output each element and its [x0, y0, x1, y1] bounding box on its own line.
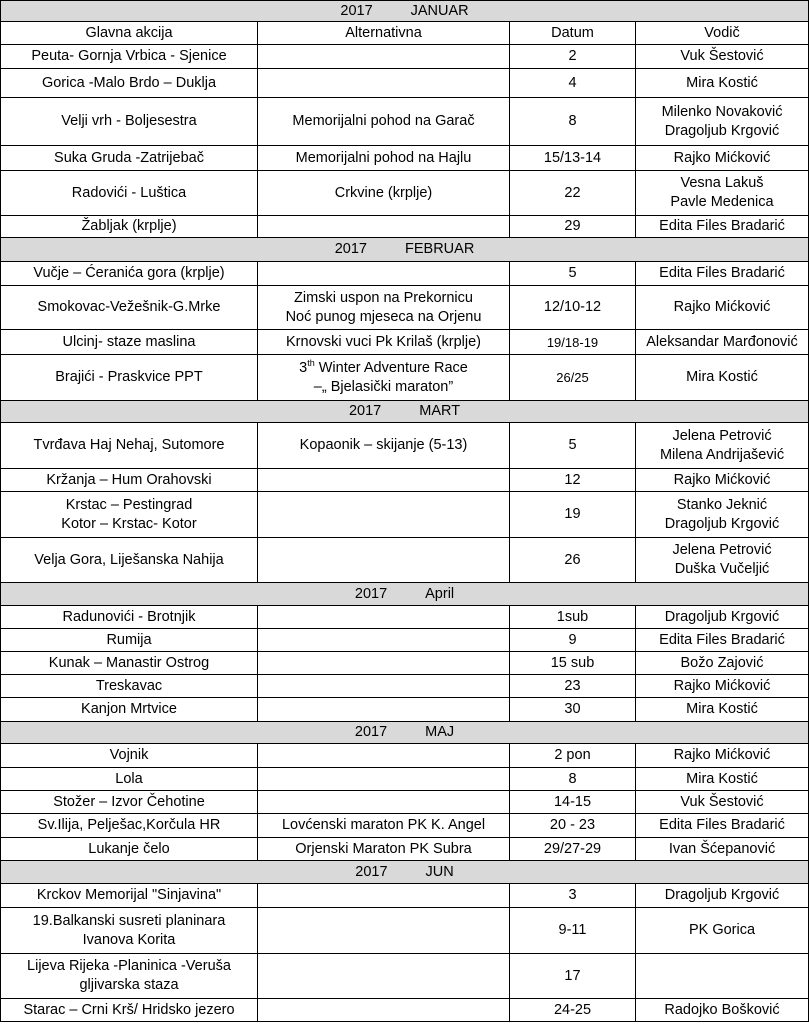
date: 9-11	[510, 908, 636, 954]
main-action: Vojnik	[1, 744, 258, 768]
table-row	[1, 146, 809, 171]
date: 29	[510, 216, 636, 238]
alt-line-2: –„ Bjelasički maraton”	[313, 378, 454, 395]
main-action: Stožer – Izvor Čehotine	[1, 791, 258, 814]
main-action: Žabljak (krplje)	[1, 216, 258, 238]
guide: Vuk Šestović	[636, 45, 809, 69]
main-action: Rumija	[1, 629, 258, 652]
main-action: Radunovići - Brotnjik	[1, 606, 258, 629]
date: 26/25	[510, 355, 636, 401]
main-action: Radovići - Luštica	[1, 171, 258, 216]
column-header-row	[1, 22, 809, 45]
main-line-2: Kotor – Krstac- Kotor	[61, 515, 197, 532]
guide-line-2: Milena Andrijašević	[659, 446, 785, 463]
guide	[636, 954, 809, 999]
date: 24-25	[510, 999, 636, 1022]
alt-action	[258, 538, 510, 583]
guide: Aleksandar Marđonović	[636, 330, 809, 355]
guide	[636, 171, 809, 216]
date: 12/10-12	[510, 286, 636, 330]
alt-action: Memorijalni pohod na Hajlu	[258, 146, 510, 171]
table-row	[1, 45, 809, 69]
guide-line-2: Pavle Medenica	[670, 194, 774, 210]
guide: Edita Files Bradarić	[636, 814, 809, 838]
guide: Radojko Bošković	[636, 999, 809, 1022]
col-header-guide: Vodič	[636, 22, 809, 45]
date: 23	[510, 675, 636, 698]
guide-line-1: Jelena Petrović	[672, 427, 772, 444]
guide: Mira Kostić	[636, 768, 809, 791]
table-row	[1, 814, 809, 838]
main-line-2: gljivarska staza	[79, 977, 179, 993]
table-row	[1, 652, 809, 675]
alt-action	[258, 791, 510, 814]
main-action: Sv.Ilija, Pelješac,Korčula HR	[1, 814, 258, 838]
date: 12	[510, 469, 636, 492]
month-header-row	[1, 1, 809, 22]
alt-action	[258, 469, 510, 492]
alt-action	[258, 262, 510, 286]
table-row	[1, 330, 809, 355]
guide-line-1: Milenko Novaković	[661, 103, 783, 120]
table-row	[1, 69, 809, 98]
main-action: Ulcinj- staze maslina	[1, 330, 258, 355]
table-row	[1, 908, 809, 954]
date: 19	[510, 492, 636, 538]
table-row	[1, 216, 809, 238]
guide: Mira Kostić	[636, 355, 809, 401]
guide-line-1: Stanko Jeknić	[676, 496, 768, 513]
month-header-row	[1, 861, 809, 884]
main-action: Smokovac-Vežešnik-G.Mrke	[1, 286, 258, 330]
main-action: Velja Gora, Liješanska Nahija	[1, 538, 258, 583]
date: 29/27-29	[510, 838, 636, 861]
main-action: Krckov Memorijal "Sinjavina"	[1, 884, 258, 908]
month-header-row	[1, 238, 809, 262]
alt-action: Memorijalni pohod na Garač	[258, 98, 510, 146]
table-row	[1, 423, 809, 469]
main-line-2: Ivanova Korita	[82, 931, 176, 948]
table-row	[1, 884, 809, 908]
guide: Edita Files Bradarić	[636, 216, 809, 238]
alt-action	[258, 629, 510, 652]
alt-action	[258, 69, 510, 98]
main-action: Tvrđava Haj Nehaj, Sutomore	[1, 423, 258, 469]
alt-action: Lovćenski maraton PK K. Angel	[258, 814, 510, 838]
guide: Rajko Mićković	[636, 469, 809, 492]
guide	[636, 423, 809, 469]
alt-action: Orjenski Maraton PK Subra	[258, 838, 510, 861]
table-row	[1, 768, 809, 791]
main-action: Kanjon Mrtvice	[1, 698, 258, 722]
guide	[636, 98, 809, 146]
alt-action	[258, 216, 510, 238]
main-action: Peuta- Gornja Vrbica - Sjenice	[1, 45, 258, 69]
col-header-alt: Alternativna	[258, 22, 510, 45]
month-header: 2017 MART	[1, 401, 809, 423]
date: 15 sub	[510, 652, 636, 675]
date: 5	[510, 423, 636, 469]
date: 20 - 23	[510, 814, 636, 838]
month-header: 2017 April	[1, 583, 809, 606]
main-action	[1, 908, 258, 954]
alt-action: Krnovski vuci Pk Krilaš (krplje)	[258, 330, 510, 355]
table-row	[1, 492, 809, 538]
table-row	[1, 838, 809, 861]
alt-action	[258, 652, 510, 675]
guide: Mira Kostić	[636, 698, 809, 722]
table-row	[1, 954, 809, 999]
date: 4	[510, 69, 636, 98]
table-row	[1, 629, 809, 652]
alt-action	[258, 884, 510, 908]
date: 2	[510, 45, 636, 69]
date: 3	[510, 884, 636, 908]
table-row	[1, 698, 809, 722]
alt-action	[258, 606, 510, 629]
guide-line-2: Dragoljub Krgović	[664, 515, 780, 532]
col-header-date: Datum	[510, 22, 636, 45]
main-action	[1, 954, 258, 999]
table-row	[1, 606, 809, 629]
alt-action	[258, 698, 510, 722]
date: 15/13-14	[510, 146, 636, 171]
date: 22	[510, 171, 636, 216]
guide: Rajko Mićković	[636, 744, 809, 768]
month-header: 2017 JANUAR	[1, 1, 809, 22]
table-row	[1, 469, 809, 492]
guide: Rajko Mićković	[636, 146, 809, 171]
main-action: Velji vrh - Boljesestra	[1, 98, 258, 146]
date: 5	[510, 262, 636, 286]
guide-line-2: Duška Vučeljić	[674, 561, 770, 577]
main-action	[1, 492, 258, 538]
alt-action	[258, 744, 510, 768]
month-header: 2017 FEBRUAR	[1, 238, 809, 262]
main-action: Lola	[1, 768, 258, 791]
guide-line-1: Jelena Petrović	[672, 542, 772, 558]
date: 30	[510, 698, 636, 722]
main-line-1: Lijeva Rijeka -Planinica -Veruša	[27, 958, 231, 974]
month-header-row	[1, 401, 809, 423]
main-action: Lukanje čelo	[1, 838, 258, 861]
main-action: Kržanja – Hum Orahovski	[1, 469, 258, 492]
table-row	[1, 999, 809, 1022]
col-header-main: Glavna akcija	[1, 22, 258, 45]
alt-action: Kopaonik – skijanje (5-13)	[258, 423, 510, 469]
date: 8	[510, 98, 636, 146]
month-header-row	[1, 722, 809, 744]
month-header: 2017 JUN	[1, 861, 809, 884]
month-header: 2017 MAJ	[1, 722, 809, 744]
table-row	[1, 675, 809, 698]
main-line-1: 19.Balkanski susreti planinara	[32, 912, 226, 929]
main-action: Vučje – Ćeranića gora (krplje)	[1, 262, 258, 286]
guide: Edita Files Bradarić	[636, 262, 809, 286]
date: 17	[510, 954, 636, 999]
guide: Rajko Mićković	[636, 286, 809, 330]
date: 8	[510, 768, 636, 791]
alt-action	[258, 45, 510, 69]
date: 26	[510, 538, 636, 583]
guide: Vuk Šestović	[636, 791, 809, 814]
alt-action	[258, 675, 510, 698]
table-row	[1, 262, 809, 286]
alt-action: Crkvine (krplje)	[258, 171, 510, 216]
alt-line-1: 3th Winter Adventure Race	[299, 357, 468, 376]
guide-line-1: Vesna Lakuš	[680, 175, 764, 191]
table-row	[1, 744, 809, 768]
date: 2 pon	[510, 744, 636, 768]
alt-action	[258, 768, 510, 791]
alt-action	[258, 355, 510, 401]
table-row	[1, 791, 809, 814]
alt-action	[258, 286, 510, 330]
table-row	[1, 171, 809, 216]
main-action: Suka Gruda -Zatrijebač	[1, 146, 258, 171]
table-row	[1, 286, 809, 330]
alt-action	[258, 999, 510, 1022]
guide-line-2: Dragoljub Krgović	[664, 122, 780, 139]
date: 1sub	[510, 606, 636, 629]
guide: Mira Kostić	[636, 69, 809, 98]
guide: Rajko Mićković	[636, 675, 809, 698]
guide	[636, 492, 809, 538]
main-action: Starac – Crni Krš/ Hridsko jezero	[1, 999, 258, 1022]
guide: Dragoljub Krgović	[636, 884, 809, 908]
main-action: Gorica -Malo Brdo – Duklja	[1, 69, 258, 98]
main-action: Treskavac	[1, 675, 258, 698]
guide: Ivan Šćepanović	[636, 838, 809, 861]
guide: Božo Zajović	[636, 652, 809, 675]
table-row	[1, 98, 809, 146]
guide: Dragoljub Krgović	[636, 606, 809, 629]
month-header-row	[1, 583, 809, 606]
guide: Edita Files Bradarić	[636, 629, 809, 652]
alt-action	[258, 954, 510, 999]
date: 9	[510, 629, 636, 652]
alt-action	[258, 908, 510, 954]
table-row	[1, 355, 809, 401]
main-action: Kunak – Manastir Ostrog	[1, 652, 258, 675]
alt-line-1: Zimski uspon na Prekornicu	[294, 289, 473, 306]
main-line-1: Krstac – Pestingrad	[65, 496, 193, 513]
alt-line-2: Noć punog mjeseca na Orjenu	[285, 308, 482, 325]
guide: PK Gorica	[636, 908, 809, 954]
table-row	[1, 538, 809, 583]
date: 14-15	[510, 791, 636, 814]
main-action: Brajići - Praskvice PPT	[1, 355, 258, 401]
alt-action	[258, 492, 510, 538]
guide	[636, 538, 809, 583]
date: 19/18-19	[510, 330, 636, 355]
